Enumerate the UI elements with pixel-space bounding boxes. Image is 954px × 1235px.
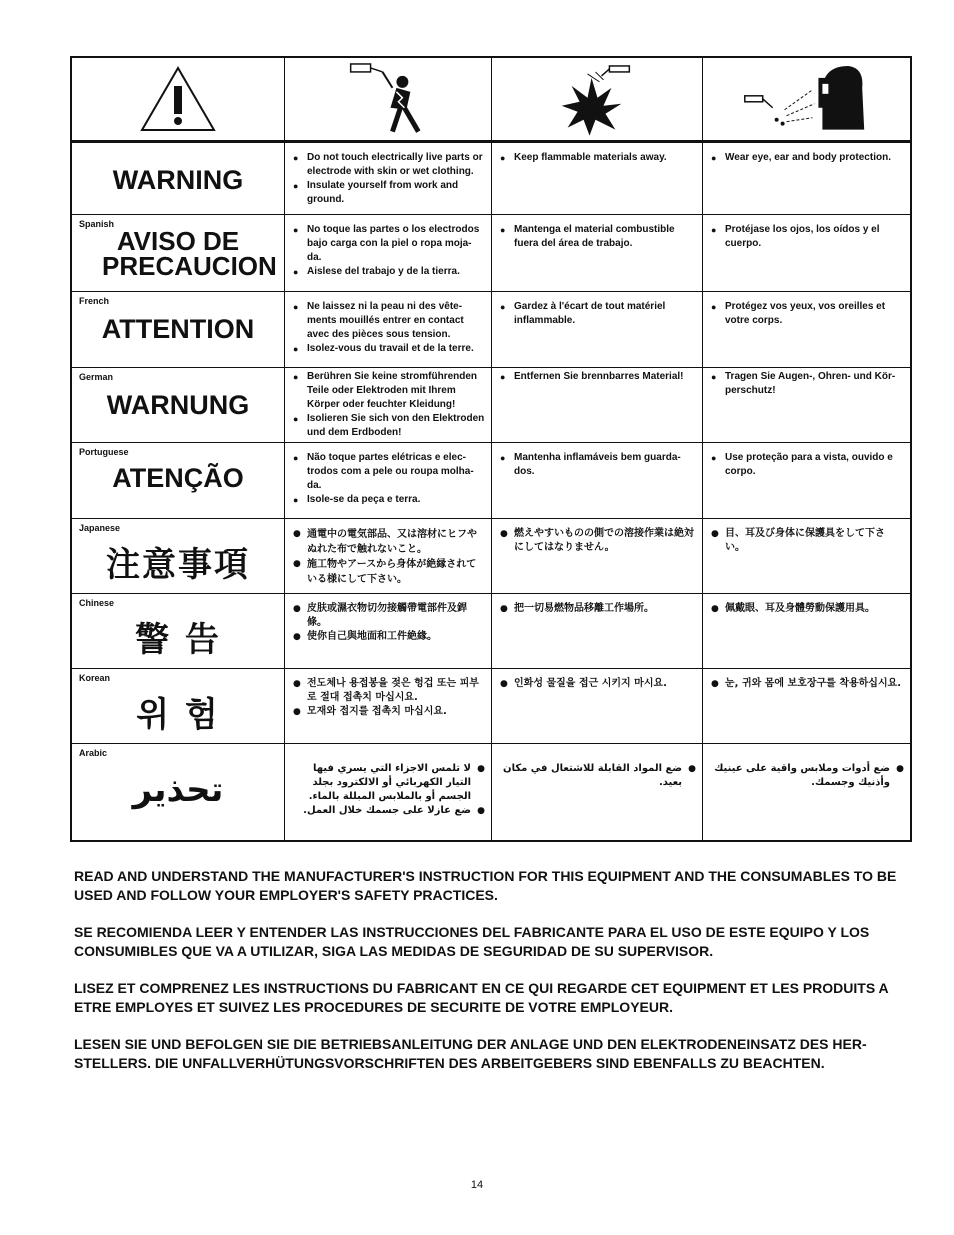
shock-text-cell	[284, 669, 491, 743]
page-number: 14	[470, 1179, 484, 1191]
title-arabic: تحذير	[132, 770, 224, 810]
title-chinese: 警 告	[135, 620, 221, 660]
fire-text-cell	[491, 594, 702, 668]
bullet: ● Keep flammable materials away.	[500, 151, 696, 165]
row-korean	[72, 668, 910, 743]
language-label: German	[79, 372, 114, 382]
bullet: ● 燃えやすいものの側での溶接作業は絶対にしてはなりません。	[500, 527, 696, 555]
icon-row	[72, 58, 910, 140]
title-cell	[72, 594, 284, 668]
bullet: ● ضع عازلا على جسمك خلال العمل.	[293, 804, 485, 818]
language-label: Korean	[79, 673, 111, 683]
bullet: ● 使你自己與地面和工件絶緣。	[293, 630, 485, 644]
bullet: ● Mantenha inflamáveis bem guarda-dos.	[500, 451, 696, 479]
title-cell	[72, 443, 284, 518]
row-english	[72, 140, 910, 214]
bullet: ● Use proteção para a vista, ouvido e corpo.	[711, 451, 904, 479]
bullet: ● 把一切易燃物品移離工作場所。	[500, 602, 696, 616]
bullet: ● Entfernen Sie brennbarres Material!	[500, 370, 696, 384]
bullet: ● 인화성 물질을 접근 시키지 마시요.	[500, 677, 696, 691]
title-attention: ATTENTION	[101, 314, 255, 344]
row-french	[72, 291, 910, 367]
title-japanese: 注意事項	[106, 545, 250, 585]
eye-text-cell	[702, 443, 910, 518]
shock-icon-cell	[284, 58, 491, 140]
bullet: ● Do not touch electrically live parts or electrode with skin or wet clothing.	[293, 151, 485, 179]
shock-text-cell	[284, 519, 491, 593]
fire-text-cell	[491, 143, 702, 214]
shock-text-cell	[284, 143, 491, 214]
footer-english: READ AND UNDERSTAND THE MANUFACTURER'S INSTRUCTION FOR THIS EQUIPMENT AND THE CONSUMABLES TO BE USED AND FOLLOW YOUR EMPLOYER'S SAFETY PRACTICES.	[74, 868, 897, 903]
bullet: ● Tragen Sie Augen-, Ohren- und Kör-perschutz!	[711, 370, 904, 398]
eye-icon-cell	[702, 58, 910, 140]
title-cell	[72, 744, 284, 840]
shock-text-cell	[284, 292, 491, 367]
bullet: ● Não toque partes elétricas e elec-trodos com a pele ou roupa molha-da.	[293, 451, 485, 493]
electric-shock-icon	[285, 58, 491, 140]
eye-text-cell	[702, 215, 910, 291]
title-atencao: ATENÇÃO	[112, 463, 244, 493]
language-label: French	[79, 296, 110, 306]
row-chinese	[72, 593, 910, 668]
bullet: ● No toque las partes o los electrodos bajo carga con la piel o ropa moja-da.	[293, 223, 485, 265]
language-label: Spanish	[79, 219, 115, 229]
eye-text-cell	[702, 669, 910, 743]
bullet: ● Insulate yourself from work and ground.	[293, 179, 485, 207]
title-cell	[72, 143, 284, 214]
bullet: ● Gardez à l'écart de tout matériel inflammable.	[500, 300, 696, 328]
footer-spanish: SE RECOMIENDA LEER Y ENTENDER LAS INSTRUCCIONES DEL FABRICANTE PARA EL USO DE ESTE EQUIPO Y LOS CONSUMIBLES QUE VA A UTILIZAR, SIGA LAS MEDIDAS DE SEGURIDAD DE SU SUPERVISOR.	[74, 924, 870, 959]
fire-text-cell	[491, 368, 702, 442]
bullet: ● Mantenga el material combustible fuera del área de trabajo.	[500, 223, 696, 251]
language-label: Portuguese	[79, 447, 129, 457]
bullet: ● Ne laissez ni la peau ni des vête-ments mouillés entrer en contact avec des pièces sous tension.	[293, 300, 485, 342]
fire-icon-cell	[491, 58, 702, 140]
eye-text-cell	[702, 368, 910, 442]
fire-explosion-icon	[492, 58, 702, 140]
title-cell	[72, 368, 284, 442]
eye-text-cell	[702, 519, 910, 593]
title-cell	[72, 215, 284, 291]
bullet: ● Protégez vos yeux, vos oreilles et votre corps.	[711, 300, 904, 328]
title-aviso: AVISO DE PRECAUCION	[102, 226, 277, 281]
eye-text-cell	[702, 744, 910, 840]
title-cell	[72, 669, 284, 743]
shock-text-cell	[284, 744, 491, 840]
title-cell	[72, 292, 284, 367]
bullet: ● 通電中の電気部品、又は溶材にヒフやぬれた布で触れないこと。	[293, 527, 485, 557]
bullet: ● 佩戴眼、耳及身體勞動保護用具。	[711, 602, 904, 616]
shock-text-cell	[284, 443, 491, 518]
title-warnung: WARNUNG	[106, 390, 250, 420]
bullet: ● 모재와 접지를 접촉치 마십시요.	[293, 705, 485, 719]
fire-text-cell	[491, 519, 702, 593]
bullet: ● ضع أدوات وملابس واقية على عينيك وأذنيك وجسمك.	[711, 762, 904, 790]
bullet: ● Isolez-vous du travail et de la terre.	[293, 342, 485, 356]
title-warning: WARNING	[112, 165, 244, 195]
bullet: ● Wear eye, ear and body protection.	[711, 151, 904, 165]
bullet: ● Aislese del trabajo y de la tierra.	[293, 265, 485, 279]
title-cell	[72, 519, 284, 593]
fire-text-cell	[491, 443, 702, 518]
language-label: Arabic	[79, 748, 108, 758]
language-label: Chinese	[79, 598, 115, 608]
footer-french: LISEZ ET COMPRENEZ LES INSTRUCTIONS DU FABRICANT EN CE QUI REGARDE CET EQUIPMENT ET LES PRODUITS A ETRE EMPLOYES ET SUIVEZ LES PROCEDURES DE SECURITE DE VOTRE EMPLOYEUR.	[74, 980, 889, 1015]
shock-text-cell	[284, 368, 491, 442]
safety-warning-table	[70, 56, 912, 842]
shock-text-cell	[284, 215, 491, 291]
eye-text-cell	[702, 594, 910, 668]
fire-text-cell	[491, 744, 702, 840]
fire-text-cell	[491, 292, 702, 367]
bullet: ● 皮肤或濕衣物切勿接觸帶電部件及銲條。	[293, 602, 485, 630]
language-label: Japanese	[79, 523, 121, 533]
eye-text-cell	[702, 292, 910, 367]
title-korean: 위 험	[136, 695, 220, 735]
warning-icon-cell	[72, 58, 284, 140]
bullet: ● Isolieren Sie sich von den Elektroden und dem Erdboden!	[293, 412, 485, 440]
bullet: ● 施工物やアースから身体が絶縁されている様にして下さい。	[293, 557, 485, 587]
row-spanish	[72, 214, 910, 291]
fire-text-cell	[491, 669, 702, 743]
fire-text-cell	[491, 215, 702, 291]
bullet: ● 눈, 귀와 몸에 보호장구를 착용하십시요.	[711, 677, 904, 691]
row-german	[72, 367, 910, 442]
row-japanese	[72, 518, 910, 593]
shock-text-cell	[284, 594, 491, 668]
bullet: ● ضع المواد القابلة للاشتعال في مكان بعيد.	[500, 762, 696, 790]
row-arabic	[72, 743, 910, 840]
warning-triangle-icon	[72, 58, 284, 140]
eye-protection-icon	[703, 58, 910, 140]
bullet: ● 전도체나 용접봉을 젖은 헝겁 또는 피부로 절대 접촉치 마십시요.	[293, 677, 485, 705]
bullet: ● 目、耳及び身体に保護具をして下さい。	[711, 527, 904, 555]
bullet: ● Berühren Sie keine stromführenden Teile oder Elektroden mit Ihrem Körper oder feuchter Kleidung!	[293, 370, 485, 412]
bullet: ● Isole-se da peça e terra.	[293, 493, 485, 507]
eye-text-cell	[702, 143, 910, 214]
bullet: ● لا تلمس الاجزاء التي يسري فيها التيار الكهربائي أو الالكترود بجلد الجسم أو بالملابس المبللة بالماء.	[293, 762, 485, 804]
bullet: ● Protéjase los ojos, los oídos y el cuerpo.	[711, 223, 904, 251]
footer-german: LESEN SIE UND BEFOLGEN SIE DIE BETRIEBSANLEITUNG DER ANLAGE UND DEN ELEKTRODENEINSATZ DES HER-STELLERS. DIE UNFALLVERHÜTUNGSVORSCHRIFTEN DES ARBEITGEBERS SIND EBENFALLS ZU BEACHTEN.	[74, 1036, 867, 1071]
row-portuguese	[72, 442, 910, 518]
